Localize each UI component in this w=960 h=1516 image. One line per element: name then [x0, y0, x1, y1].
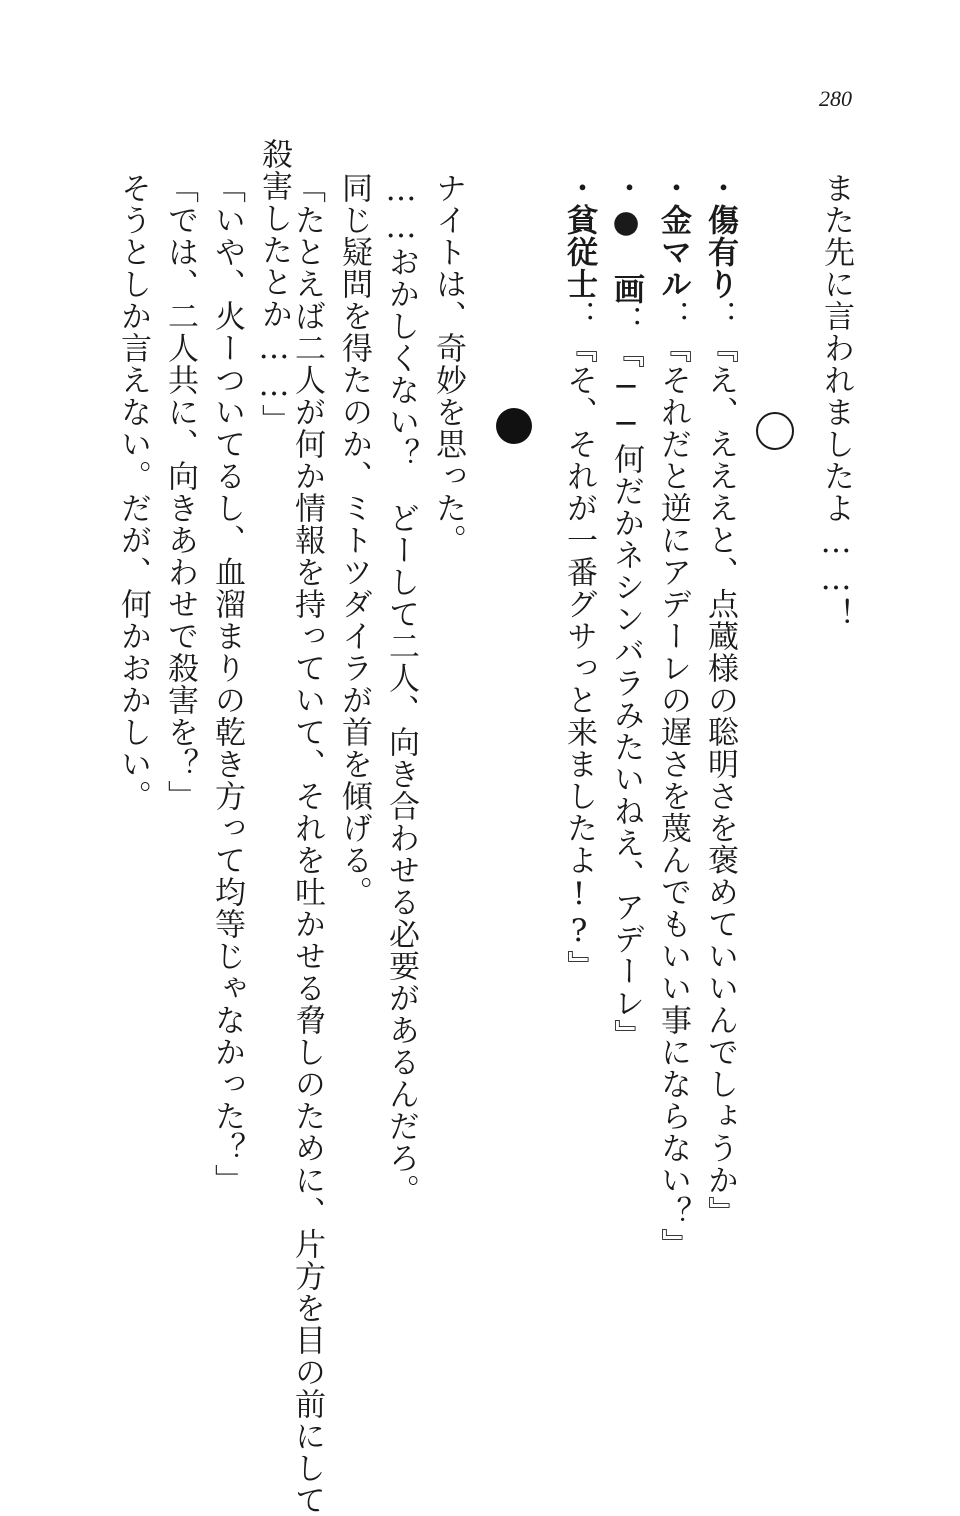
open-circle-marker: [756, 412, 794, 450]
speaker-name: 傷有り: [702, 204, 738, 300]
chat-line-3: [608, 172, 644, 1051]
bullet-dot: ・: [561, 172, 597, 204]
text-line-6: 殺害したとか……」: [256, 138, 292, 436]
text-line-3: ……おかしくない？ どーして二人、向き合わせる必要があるんだろ。: [383, 172, 419, 1206]
chat-text: ：『──何だかネシンバラみたいねえ、アデーレ』: [608, 305, 644, 1051]
text-line-1: また先に言われましたよ……！: [818, 172, 854, 630]
bullet-dot: ・: [608, 172, 644, 204]
text-line-8: 「では、二人共に、向きあわせで殺害を？」: [162, 172, 198, 812]
speaker-name: 貧従士: [561, 204, 597, 300]
text-line-7: 「いや、火ーついてるし、血溜まりの乾き方って均等じゃなかった？」: [209, 172, 245, 1196]
bullet-dot: ・: [702, 172, 738, 204]
chat-line-4: [561, 172, 597, 982]
bullet-dot: ・: [655, 172, 691, 204]
chat-text: ：『え、えええと、点蔵様の聡明さを褒めていいんでしょうか』: [702, 300, 738, 1228]
speaker-name: ● 画: [608, 204, 644, 305]
filled-circle-marker: [496, 408, 532, 444]
speaker-name: 金マル: [655, 204, 691, 300]
text-line-5: 「たとえば二人が何か情報を持っていて、それを吐かせる脅しのために、片方を目の前にして: [289, 172, 325, 1516]
chat-line-2: [655, 172, 691, 1260]
chat-text: ：『そ、それが一番グサっと来ましたよ!?』: [561, 300, 597, 982]
text-line-9: そうとしか言えない。だが、何かおかしい。: [115, 172, 151, 812]
text-line-4: 同じ疑問を得たのか、ミトツダイラが首を傾げる。: [336, 172, 372, 908]
chat-line-1: [702, 172, 738, 1228]
chat-text: ：『それだと逆にアデーレの遅さを蔑んでもいい事にならない？』: [655, 300, 691, 1260]
text-line-2: ナイトは、奇妙を思った。: [430, 172, 466, 556]
page-number: 280: [819, 86, 852, 111]
